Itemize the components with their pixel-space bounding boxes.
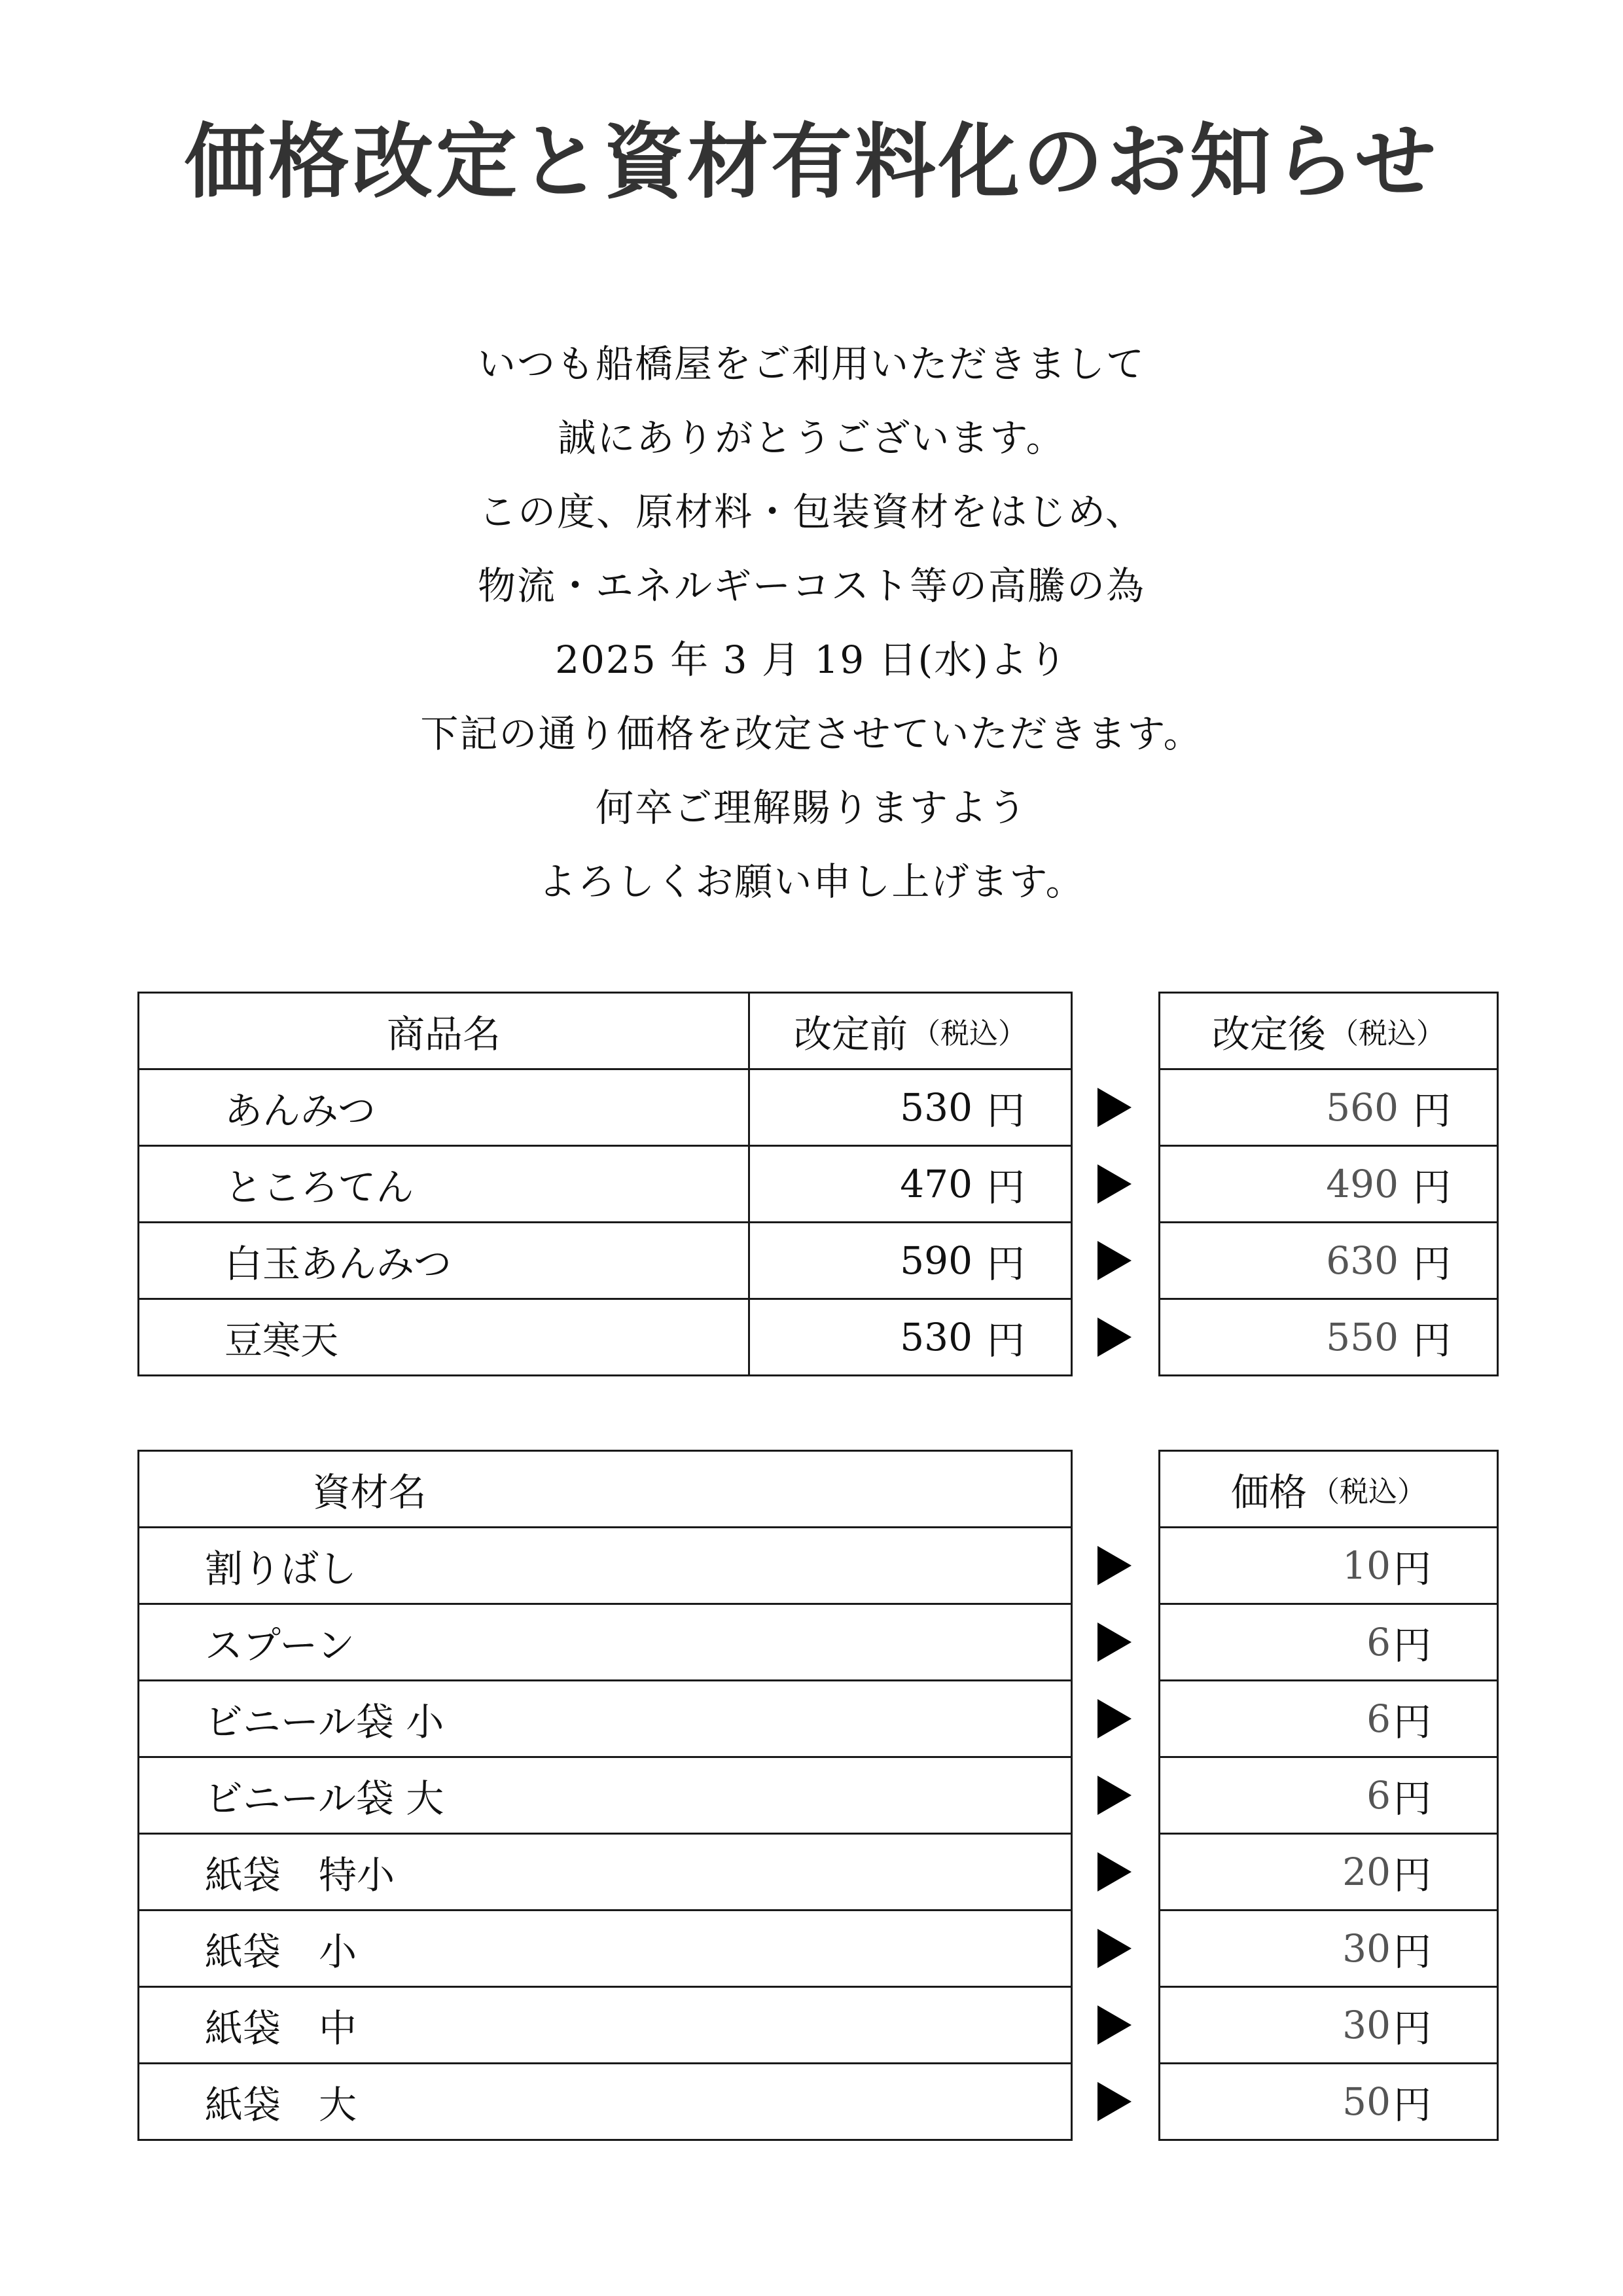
product-name-cell — [137, 1145, 750, 1223]
right-arrow-icon — [1097, 2082, 1132, 2121]
header-price-after-label: 改定後 — [1211, 1012, 1326, 1056]
yen-unit: 円 — [1393, 1623, 1431, 1668]
yen-unit: 円 — [1393, 1929, 1431, 1974]
material-name: 紙袋 特小 — [205, 1853, 395, 1897]
notice-title: 価格改定と資材有料化のお知らせ — [184, 115, 1439, 209]
material-name-cell — [137, 1526, 1073, 1605]
material-name-cell — [137, 1603, 1073, 1681]
price-before-value: 530 — [900, 1315, 972, 1359]
material-name-cell — [137, 1986, 1073, 2064]
header-price-before — [748, 992, 1073, 1070]
right-arrow-icon — [1097, 1929, 1132, 1968]
product-name-cell — [137, 1298, 750, 1376]
material-price-value: 6 — [1366, 1773, 1391, 1818]
right-arrow-icon — [1097, 1088, 1132, 1127]
product-name: 白玉あんみつ — [224, 1242, 452, 1286]
price-before-cell — [748, 1068, 1073, 1147]
tax-included-note: （税込） — [1311, 1475, 1426, 1509]
price-after-cell — [1158, 1145, 1499, 1223]
material-price-value: 30 — [1342, 1926, 1391, 1971]
intro-line: この度、原材料・包装資材をはじめ、 — [478, 490, 1145, 534]
intro-line: 物流・エネルギーコスト等の高騰の為 — [477, 564, 1145, 608]
material-name: 紙袋 大 — [205, 2083, 357, 2127]
price-before-cell — [748, 1145, 1073, 1223]
material-name: スプーン — [205, 1623, 355, 1668]
material-name-cell — [137, 2062, 1073, 2141]
right-arrow-icon — [1097, 1623, 1132, 1662]
yen-unit: 円 — [1412, 1318, 1451, 1363]
right-arrow-icon — [1097, 1546, 1132, 1585]
price-after-value: 630 — [1326, 1238, 1399, 1283]
yen-unit: 円 — [1393, 2006, 1431, 2051]
header-material-name — [137, 1450, 1073, 1528]
right-arrow-icon — [1097, 1318, 1132, 1357]
right-arrow-icon — [1097, 1241, 1132, 1280]
material-price-value: 30 — [1342, 2003, 1391, 2047]
material-name: ビニール袋 小 — [205, 1700, 444, 1744]
yen-unit: 円 — [986, 1165, 1025, 1210]
price-after-value: 560 — [1326, 1085, 1399, 1130]
material-price-cell — [1158, 1986, 1499, 2064]
price-after-value: 490 — [1326, 1162, 1399, 1206]
right-arrow-icon — [1097, 1164, 1132, 1204]
material-price-cell — [1158, 1679, 1499, 1758]
price-after-cell — [1158, 1221, 1499, 1300]
material-price-cell — [1158, 1526, 1499, 1605]
intro-line: よろしくお願い申し上げます。 — [538, 859, 1085, 904]
header-price-after — [1158, 992, 1499, 1070]
yen-unit: 円 — [1412, 1242, 1451, 1286]
right-arrow-icon — [1097, 1852, 1132, 1892]
intro-line-effective-date: 2025 年 3 月 19 日(水)より — [555, 637, 1068, 682]
yen-unit: 円 — [986, 1088, 1025, 1133]
header-product-name — [137, 992, 750, 1070]
material-name: 紙袋 小 — [205, 1929, 357, 1974]
material-price-value: 6 — [1366, 1696, 1391, 1741]
material-name-cell — [137, 1833, 1073, 1911]
right-arrow-icon — [1097, 2005, 1132, 2045]
yen-unit: 円 — [986, 1318, 1025, 1363]
intro-line: 何卒ご理解賜りますよう — [595, 785, 1027, 830]
material-name-cell — [137, 1909, 1073, 1988]
product-name-cell — [137, 1068, 750, 1147]
yen-unit: 円 — [1393, 1700, 1431, 1744]
material-price-cell — [1158, 1603, 1499, 1681]
yen-unit: 円 — [1412, 1088, 1451, 1133]
product-name: 豆寒天 — [224, 1318, 339, 1363]
material-name: ビニール袋 大 — [205, 1776, 444, 1821]
material-price-value: 50 — [1342, 2079, 1391, 2124]
material-name: 割りばし — [205, 1547, 357, 1591]
intro-message — [0, 327, 1623, 919]
right-arrow-icon — [1097, 1699, 1132, 1738]
yen-unit: 円 — [1393, 1853, 1431, 1897]
header-material-name-label: 資材名 — [312, 1470, 427, 1515]
material-name-cell — [137, 1756, 1073, 1835]
yen-unit: 円 — [1393, 1776, 1431, 1821]
price-before-value: 590 — [900, 1238, 972, 1283]
price-before-value: 470 — [900, 1162, 972, 1206]
material-name: 紙袋 中 — [205, 2006, 357, 2051]
yen-unit: 円 — [1393, 2083, 1431, 2127]
price-before-cell — [748, 1221, 1073, 1300]
material-price-cell — [1158, 1909, 1499, 1988]
material-price-value: 6 — [1366, 1620, 1391, 1664]
intro-line: 誠にありがとうございます。 — [558, 416, 1065, 460]
product-name: あんみつ — [224, 1088, 376, 1133]
intro-line: 下記の通り価格を改定させていただきます。 — [420, 711, 1203, 756]
tax-included-note: （税込） — [1330, 1017, 1445, 1050]
product-name: ところてん — [224, 1165, 414, 1210]
material-price-value: 20 — [1342, 1850, 1391, 1894]
price-after-value: 550 — [1326, 1315, 1399, 1359]
tax-included-note: （税込） — [912, 1017, 1027, 1050]
right-arrow-icon — [1097, 1776, 1132, 1815]
material-price-cell — [1158, 2062, 1499, 2141]
material-name-cell — [137, 1679, 1073, 1758]
price-before-value: 530 — [900, 1085, 972, 1130]
yen-unit: 円 — [1412, 1165, 1451, 1210]
intro-line: いつも船橋屋をご利用いただきまして — [477, 342, 1145, 386]
header-material-price-label: 価格 — [1230, 1470, 1307, 1515]
header-price-before-label: 改定前 — [793, 1012, 908, 1056]
header-product-name-label: 商品名 — [386, 1012, 501, 1056]
material-price-value: 10 — [1342, 1543, 1391, 1588]
price-before-cell — [748, 1298, 1073, 1376]
yen-unit: 円 — [986, 1242, 1025, 1286]
price-after-cell — [1158, 1068, 1499, 1147]
header-material-price — [1158, 1450, 1499, 1528]
yen-unit: 円 — [1393, 1547, 1431, 1591]
material-price-cell — [1158, 1833, 1499, 1911]
material-price-cell — [1158, 1756, 1499, 1835]
product-name-cell — [137, 1221, 750, 1300]
price-after-cell — [1158, 1298, 1499, 1376]
